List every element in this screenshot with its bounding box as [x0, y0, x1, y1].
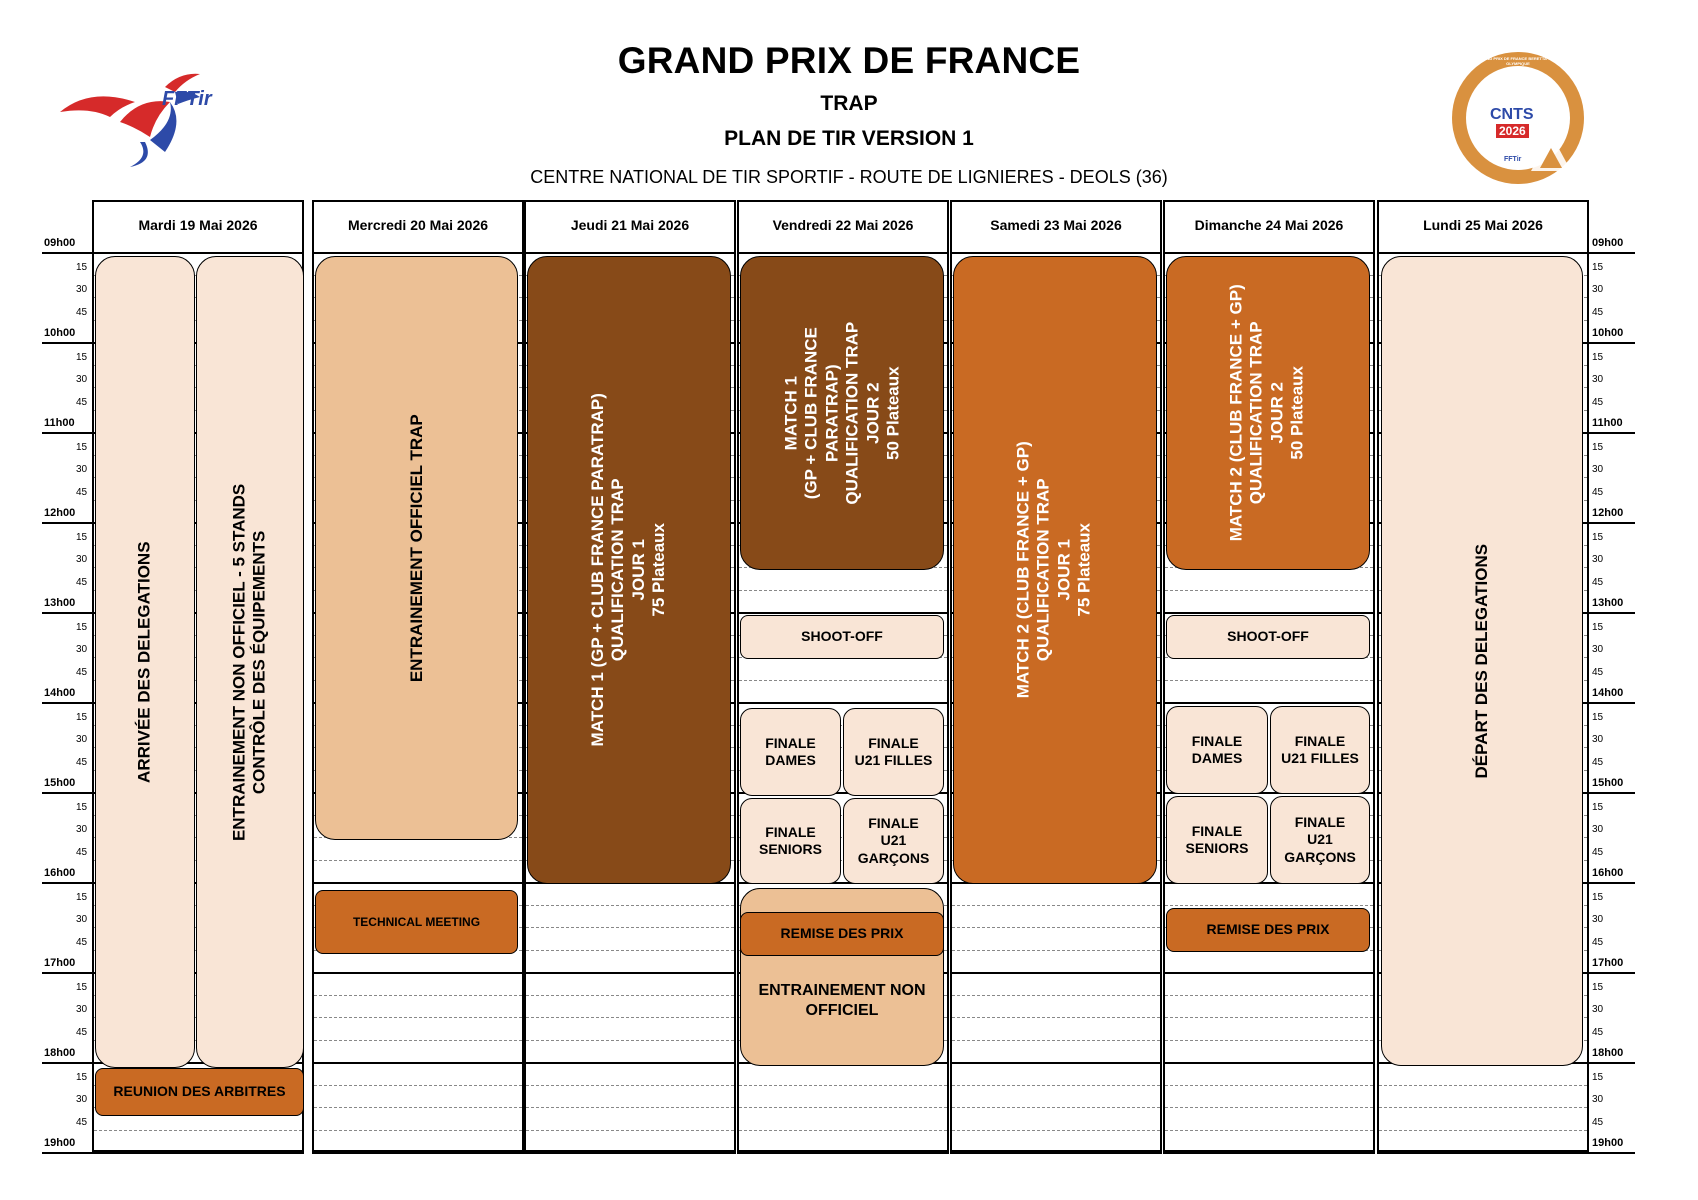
hour-label: 17h00	[1592, 957, 1624, 969]
hour-line	[92, 1152, 304, 1154]
hour-line	[737, 702, 949, 704]
quarter-label: 30	[76, 824, 88, 835]
hour-label: 14h00	[44, 687, 76, 699]
quarter-line	[739, 680, 947, 681]
quarter-line	[952, 995, 1160, 996]
quarter-label: 30	[1592, 914, 1604, 925]
hour-label: 15h00	[1592, 777, 1624, 789]
quarter-label: 30	[76, 554, 88, 565]
hour-line	[42, 342, 92, 344]
hour-line	[312, 252, 524, 254]
hour-line	[92, 252, 304, 254]
event-remise-prix-fri: REMISE DES PRIX	[740, 912, 944, 956]
hour-label: 16h00	[44, 867, 76, 879]
badge-ring-text: 4e GRAND PRIX DE FRANCE BERETTA - FOSSE OLYMPIQUE	[1472, 56, 1564, 66]
quarter-label: 30	[1592, 554, 1604, 565]
quarter-label: 15	[76, 531, 88, 543]
quarter-label: 45	[1592, 666, 1604, 678]
hour-label: 19h00	[1592, 1137, 1624, 1149]
quarter-label: 45	[76, 1026, 88, 1038]
day-header: Mardi 19 Mai 2026	[138, 217, 258, 233]
hour-line	[42, 1152, 92, 1154]
quarter-line	[526, 1085, 734, 1086]
quarter-line	[1165, 995, 1373, 996]
quarter-line	[952, 1085, 1160, 1086]
quarter-line	[1165, 1107, 1373, 1108]
hour-line	[42, 432, 92, 434]
event-entrainement-non-officiel: ENTRAINEMENT NON OFFICIEL - 5 STANDS CONTRÔLE DES ÉQUIPEMENTS	[196, 256, 304, 1068]
day-header: Samedi 23 Mai 2026	[990, 217, 1122, 233]
hour-line	[1589, 342, 1635, 344]
quarter-line	[952, 1040, 1160, 1041]
quarter-label: 45	[1592, 936, 1604, 948]
quarter-label: 30	[76, 644, 88, 655]
hour-line	[950, 972, 1162, 974]
event-finale-u21-garcons-sun: FINALE U21 GARÇONS	[1270, 796, 1370, 884]
hour-line	[1163, 612, 1375, 614]
plan-version: PLAN DE TIR VERSION 1	[724, 127, 974, 150]
quarter-line	[1165, 1130, 1373, 1131]
quarter-line	[526, 1107, 734, 1108]
quarter-line	[739, 1107, 947, 1108]
event-arrivee-delegations: ARRIVÉE DES DELEGATIONS	[95, 256, 195, 1068]
quarter-line	[314, 860, 522, 861]
hour-line	[312, 1062, 524, 1064]
cnts-badge	[1452, 52, 1584, 184]
day-header: Dimanche 24 Mai 2026	[1194, 217, 1344, 233]
quarter-line	[1165, 1017, 1373, 1018]
hour-label: 19h00	[44, 1137, 76, 1149]
hour-line	[737, 1152, 949, 1154]
event-shoot-off-sun: SHOOT-OFF	[1166, 615, 1370, 659]
quarter-label: 30	[76, 284, 88, 295]
hour-line	[1589, 972, 1635, 974]
quarter-label: 15	[1592, 621, 1604, 633]
quarter-line	[739, 1085, 947, 1086]
hour-line	[1163, 1152, 1375, 1154]
hour-line	[1377, 252, 1589, 254]
quarter-label: 45	[76, 1116, 88, 1128]
quarter-label: 30	[1592, 824, 1604, 835]
hour-line	[312, 972, 524, 974]
quarter-label: 15	[76, 1071, 88, 1083]
quarter-line	[526, 927, 734, 928]
quarter-label: 45	[76, 396, 88, 408]
hour-line	[1589, 702, 1635, 704]
hour-line	[42, 882, 92, 884]
quarter-line	[314, 1107, 522, 1108]
day-header: Mercredi 20 Mai 2026	[347, 217, 489, 233]
hour-line	[312, 882, 524, 884]
quarter-label: 30	[76, 464, 88, 475]
hour-label: 09h00	[44, 237, 76, 249]
quarter-line	[526, 995, 734, 996]
hour-label: 11h00	[44, 417, 75, 429]
fftir-logo	[50, 62, 220, 172]
hour-line	[42, 1062, 92, 1064]
hour-line	[737, 252, 949, 254]
hour-line	[1163, 972, 1375, 974]
hour-label: 18h00	[44, 1047, 76, 1059]
quarter-label: 15	[1592, 531, 1604, 543]
event-match1-jour2: MATCH 1 (GP + CLUB FRANCE PARATRAP) QUALIFICATION TRAP JOUR 2 50 Plateaux	[740, 256, 944, 570]
event-entrainement-non-officiel-fri: ENTRAINEMENT NON OFFICIEL	[740, 888, 944, 1066]
hour-line	[1589, 432, 1635, 434]
quarter-label: 15	[76, 981, 88, 993]
quarter-line	[952, 1107, 1160, 1108]
hour-line	[1589, 1062, 1635, 1064]
event-finale-seniors-sun: FINALE SENIORS	[1166, 796, 1268, 884]
quarter-label: 30	[76, 374, 88, 385]
day-header: Vendredi 22 Mai 2026	[772, 217, 914, 233]
hour-line	[1163, 702, 1375, 704]
quarter-line	[952, 927, 1160, 928]
quarter-label: 45	[76, 486, 88, 498]
quarter-line	[1165, 1085, 1373, 1086]
quarter-label: 45	[1592, 306, 1604, 318]
quarter-label: 15	[76, 441, 88, 453]
target-icon	[1526, 126, 1576, 176]
quarter-label: 15	[1592, 981, 1604, 993]
quarter-line	[1379, 1107, 1587, 1108]
quarter-label: 45	[1592, 1026, 1604, 1038]
quarter-label: 45	[76, 756, 88, 768]
hour-line	[1589, 1152, 1635, 1154]
hour-label: 10h00	[1592, 327, 1624, 339]
hour-line	[524, 252, 736, 254]
quarter-label: 30	[76, 734, 88, 745]
event-finale-seniors-fri: FINALE SENIORS	[740, 798, 841, 884]
quarter-label: 15	[1592, 711, 1604, 723]
hour-label: 16h00	[1592, 867, 1624, 879]
hour-label: 11h00	[1592, 417, 1623, 429]
quarter-line	[526, 1040, 734, 1041]
event-match1-jour1: MATCH 1 (GP + CLUB FRANCE PARATRAP) QUALIFICATION TRAP JOUR 1 75 Plateaux	[527, 256, 731, 884]
badge-title: CNTS	[1490, 106, 1534, 123]
quarter-label: 30	[1592, 374, 1604, 385]
quarter-line	[739, 1130, 947, 1131]
hour-line	[312, 1152, 524, 1154]
quarter-line	[314, 1017, 522, 1018]
hour-line	[524, 972, 736, 974]
hour-line	[1589, 882, 1635, 884]
day-header: Jeudi 21 Mai 2026	[570, 217, 690, 233]
quarter-label: 15	[76, 711, 88, 723]
quarter-label: 30	[76, 1094, 88, 1105]
quarter-line	[314, 1040, 522, 1041]
event-match2-jour1: MATCH 2 (CLUB FRANCE + GP) QUALIFICATION TRAP JOUR 1 75 Plateaux	[953, 256, 1157, 884]
badge-bottom: FFTir	[1504, 156, 1522, 163]
quarter-label: 15	[1592, 441, 1604, 453]
event-technical-meeting: TECHNICAL MEETING	[315, 890, 518, 954]
quarter-label: 15	[76, 261, 88, 273]
quarter-line	[526, 950, 734, 951]
hour-line	[42, 252, 92, 254]
hour-label: 14h00	[1592, 687, 1624, 699]
event-remise-prix-sun: REMISE DES PRIX	[1166, 908, 1370, 952]
quarter-line	[952, 1130, 1160, 1131]
hour-line	[42, 522, 92, 524]
rooster-icon	[50, 62, 220, 172]
event-match2-jour2: MATCH 2 (CLUB FRANCE + GP) QUALIFICATION TRAP JOUR 2 50 Plateaux	[1166, 256, 1370, 570]
quarter-label: 30	[1592, 464, 1604, 475]
event-finale-dames-fri: FINALE DAMES	[740, 708, 841, 796]
page-title: GRAND PRIX DE FRANCE	[617, 40, 1081, 81]
quarter-label: 45	[76, 666, 88, 678]
quarter-label: 15	[1592, 351, 1604, 363]
venue-line: CENTRE NATIONAL DE TIR SPORTIF - ROUTE DE LIGNIERES - DEOLS (36)	[530, 167, 1168, 187]
quarter-label: 45	[1592, 486, 1604, 498]
discipline-subtitle: TRAP	[820, 92, 878, 115]
hour-label: 15h00	[44, 777, 76, 789]
quarter-label: 45	[76, 846, 88, 858]
hour-line	[42, 612, 92, 614]
quarter-label: 45	[1592, 1116, 1604, 1128]
quarter-line	[526, 1130, 734, 1131]
quarter-label: 15	[76, 891, 88, 903]
quarter-line	[739, 590, 947, 591]
quarter-line	[314, 1130, 522, 1131]
event-finale-u21-garcons-fri: FINALE U21 GARÇONS	[843, 798, 944, 884]
hour-line	[42, 792, 92, 794]
quarter-line	[314, 995, 522, 996]
quarter-label: 45	[1592, 576, 1604, 588]
hour-label: 18h00	[1592, 1047, 1624, 1059]
hour-line	[1163, 1062, 1375, 1064]
hour-line	[1163, 252, 1375, 254]
hour-line	[1589, 522, 1635, 524]
quarter-line	[1165, 590, 1373, 591]
quarter-label: 45	[1592, 846, 1604, 858]
quarter-label: 30	[1592, 1094, 1604, 1105]
quarter-line	[952, 950, 1160, 951]
hour-line	[737, 612, 949, 614]
hour-label: 13h00	[1592, 597, 1624, 609]
event-reunion-arbitres: REUNION DES ARBITRES	[95, 1068, 304, 1116]
quarter-line	[1165, 905, 1373, 906]
quarter-label: 45	[1592, 756, 1604, 768]
quarter-line	[526, 1017, 734, 1018]
event-finale-u21-filles-sun: FINALE U21 FILLES	[1270, 706, 1370, 794]
quarter-line	[952, 1017, 1160, 1018]
hour-line	[1589, 612, 1635, 614]
event-entrainement-officiel: ENTRAINEMENT OFFICIEL TRAP	[315, 256, 518, 840]
quarter-line	[1165, 680, 1373, 681]
quarter-label: 15	[76, 351, 88, 363]
quarter-line	[526, 905, 734, 906]
event-depart-delegations: DÉPART DES DELEGATIONS	[1381, 256, 1583, 1066]
hour-label: 13h00	[44, 597, 76, 609]
hour-line	[1377, 1152, 1589, 1154]
hour-line	[950, 1152, 1162, 1154]
hour-line	[42, 972, 92, 974]
hour-line	[1589, 792, 1635, 794]
quarter-line	[1165, 1040, 1373, 1041]
fftir-logo-text: FFTir	[162, 88, 212, 110]
quarter-line	[94, 1130, 302, 1131]
quarter-label: 45	[76, 576, 88, 588]
quarter-label: 45	[1592, 396, 1604, 408]
quarter-label: 30	[76, 1004, 88, 1015]
quarter-line	[314, 1085, 522, 1086]
quarter-label: 45	[76, 936, 88, 948]
quarter-line	[952, 905, 1160, 906]
quarter-label: 15	[1592, 891, 1604, 903]
hour-line	[524, 1152, 736, 1154]
quarter-label: 30	[1592, 734, 1604, 745]
hour-label: 09h00	[1592, 237, 1624, 249]
hour-line	[950, 1062, 1162, 1064]
quarter-label: 30	[76, 914, 88, 925]
quarter-label: 45	[76, 306, 88, 318]
hour-label: 17h00	[44, 957, 76, 969]
quarter-label: 15	[1592, 261, 1604, 273]
event-shoot-off-fri: SHOOT-OFF	[740, 615, 944, 659]
quarter-line	[1379, 1085, 1587, 1086]
hour-line	[42, 702, 92, 704]
quarter-line	[1379, 1130, 1587, 1131]
hour-label: 12h00	[1592, 507, 1624, 519]
quarter-label: 15	[76, 801, 88, 813]
quarter-label: 30	[1592, 284, 1604, 295]
hour-line	[524, 1062, 736, 1064]
quarter-label: 15	[76, 621, 88, 633]
event-finale-u21-filles-fri: FINALE U21 FILLES	[843, 708, 944, 796]
event-finale-dames-sun: FINALE DAMES	[1166, 706, 1268, 794]
hour-line	[950, 252, 1162, 254]
day-header: Lundi 25 Mai 2026	[1423, 217, 1543, 233]
quarter-label: 15	[1592, 801, 1604, 813]
badge-year: 2026	[1496, 124, 1529, 138]
quarter-label: 30	[1592, 1004, 1604, 1015]
hour-label: 12h00	[44, 507, 76, 519]
quarter-label: 30	[1592, 644, 1604, 655]
hour-line	[1589, 252, 1635, 254]
quarter-label: 15	[1592, 1071, 1604, 1083]
hour-label: 10h00	[44, 327, 76, 339]
